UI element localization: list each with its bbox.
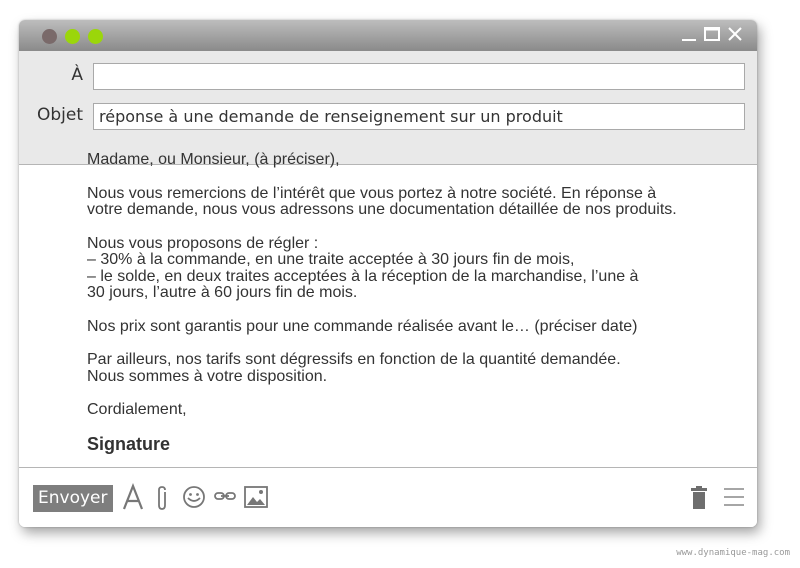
- emoji-icon[interactable]: [182, 485, 206, 509]
- title-bar[interactable]: [19, 20, 757, 51]
- paragraph-payment: [87, 236, 727, 302]
- email-compose-window: [19, 20, 757, 527]
- minimize-dot[interactable]: [65, 29, 80, 44]
- subject-label: Objet: [36, 105, 83, 125]
- maximize-dot[interactable]: [88, 29, 103, 44]
- body-line: Nous sommes à votre disposition.: [87, 367, 328, 385]
- image-icon[interactable]: [244, 486, 268, 508]
- compose-toolbar: [19, 467, 757, 527]
- body-line: – 30% à la commande, en une traite acceptée à 30 jours fin de mois,: [87, 251, 575, 268]
- close-icon[interactable]: [726, 25, 744, 43]
- paragraph-prices: Nos prix sont garantis pour une commande réalisée avant le… (préciser date): [87, 317, 638, 335]
- body-line: votre demande, nous vous adressons une documentation détaillée de nos produits.: [87, 201, 677, 218]
- paragraph-rates: [87, 352, 727, 385]
- body-line: Nous vous remercions de l’intérêt que vous portez à notre société. En réponse à: [87, 184, 657, 202]
- close-dot[interactable]: [42, 29, 57, 44]
- closing: Cordialement,: [87, 401, 187, 418]
- signature: Signature: [87, 433, 171, 454]
- paragraph-thanks: [87, 186, 727, 219]
- watermark: www.dynamique-mag.com: [676, 548, 790, 558]
- maximize-icon[interactable]: [703, 25, 721, 43]
- send-button[interactable]: Envoyer: [33, 485, 113, 512]
- font-icon[interactable]: [122, 483, 144, 511]
- body-line: 30 jours, l’autre à 60 jours fin de mois.: [87, 284, 358, 301]
- message-body[interactable]: [87, 152, 727, 469]
- body-line: – le solde, en deux traites acceptées à la réception de la marchandise, l’une à: [87, 267, 639, 285]
- menu-icon[interactable]: [724, 487, 744, 507]
- body-line: Par ailleurs, nos tarifs sont dégressifs en fonction de la quantité demandée.: [87, 351, 621, 368]
- message-header: [19, 51, 757, 165]
- to-label: À: [71, 65, 83, 85]
- minimize-icon[interactable]: [680, 25, 698, 43]
- subject-input[interactable]: réponse à une demande de renseignement sur un produit: [93, 103, 745, 130]
- body-line: Nous vous proposons de régler :: [87, 234, 319, 252]
- to-input[interactable]: [93, 63, 745, 90]
- attachment-icon[interactable]: [154, 484, 170, 512]
- trash-icon[interactable]: [690, 486, 708, 510]
- link-icon[interactable]: [214, 490, 236, 502]
- greeting: Madame, ou Monsieur, (à préciser),: [87, 151, 340, 168]
